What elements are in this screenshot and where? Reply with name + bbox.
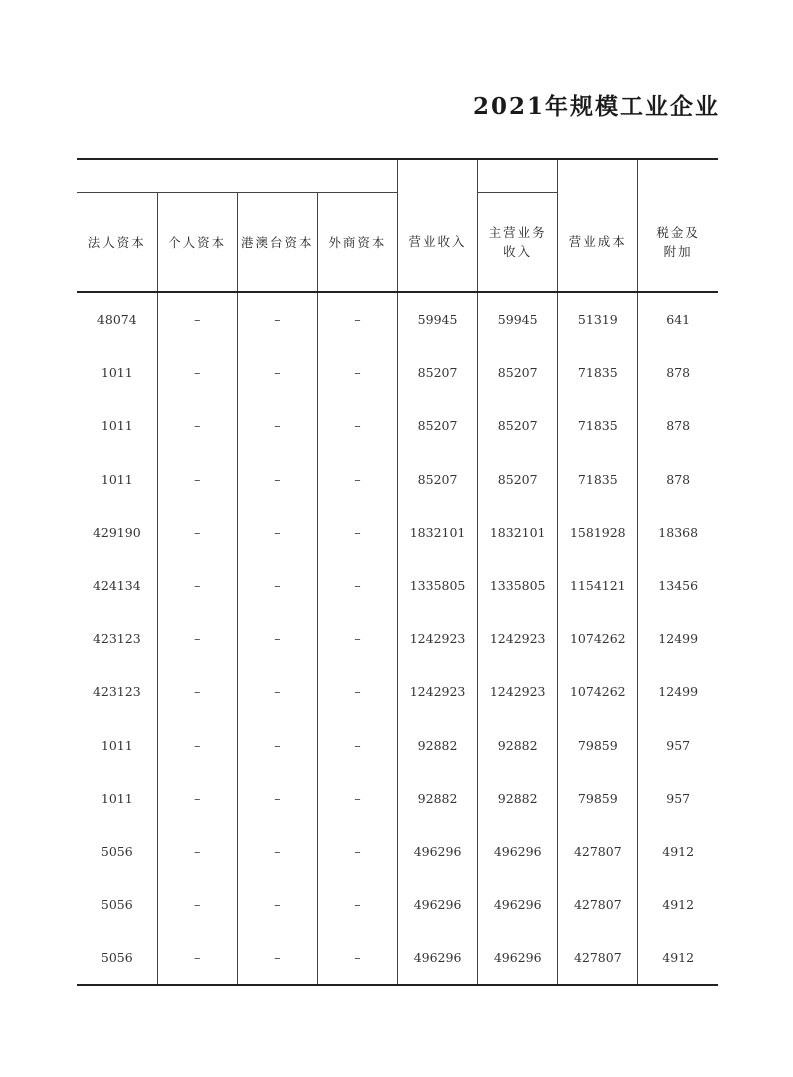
- table-cell: 427807: [558, 825, 638, 878]
- table-cell: 427807: [558, 878, 638, 931]
- table-cell: –: [157, 719, 237, 772]
- header-spacer-main-revenue: [478, 159, 558, 193]
- table-cell: –: [317, 292, 397, 346]
- table-cell: –: [237, 506, 317, 559]
- table-cell: –: [237, 665, 317, 718]
- table-cell: –: [157, 346, 237, 399]
- table-cell: –: [317, 453, 397, 506]
- table-cell: –: [317, 719, 397, 772]
- table-cell: 1242923: [398, 612, 478, 665]
- table-row: [77, 453, 718, 506]
- table-cell: –: [317, 346, 397, 399]
- table-cell: 496296: [478, 931, 558, 985]
- table-cell: 427807: [558, 931, 638, 985]
- table-cell: 1242923: [478, 665, 558, 718]
- table-cell: 496296: [398, 825, 478, 878]
- table-cell: –: [317, 931, 397, 985]
- table-row: [77, 346, 718, 399]
- table-cell: 641: [666, 312, 691, 328]
- table-cell: 429190: [77, 506, 157, 559]
- table-cell: 12499: [658, 631, 699, 647]
- column-header: [398, 193, 478, 293]
- table-cell: 1832101: [398, 506, 478, 559]
- table-cell: 85207: [478, 346, 558, 399]
- table-cell: –: [317, 665, 397, 718]
- table-cell: 1242923: [398, 665, 478, 718]
- column-header-label: 税金及: [656, 224, 700, 240]
- table-row: [77, 931, 718, 985]
- table-row: [77, 399, 718, 452]
- table-cell: 1011: [77, 453, 157, 506]
- table-cell: 92882: [398, 719, 478, 772]
- table-cell: 1011: [77, 772, 157, 825]
- table-cell: 423123: [77, 612, 157, 665]
- column-header: [77, 193, 157, 293]
- table-cell: 92882: [398, 772, 478, 825]
- table-row: [77, 772, 718, 825]
- table-cell: 71835: [558, 346, 638, 399]
- header-row: [77, 193, 718, 293]
- table-cell: 1011: [77, 719, 157, 772]
- table-cell: 1074262: [558, 665, 638, 718]
- table-cell: 1074262: [558, 612, 638, 665]
- table-cell: –: [237, 719, 317, 772]
- table-cell: 1154121: [558, 559, 638, 612]
- table-cell: 1011: [77, 346, 157, 399]
- table-cell: 79859: [558, 719, 638, 772]
- table-row: [77, 559, 718, 612]
- column-header: [237, 193, 317, 293]
- table-cell: 878: [666, 471, 691, 487]
- table-cell: 1242923: [478, 612, 558, 665]
- page-title: 2021年规模工业企业: [472, 93, 720, 120]
- table-cell: –: [157, 665, 237, 718]
- table-cell: 85207: [398, 453, 478, 506]
- table-cell: 1011: [77, 399, 157, 452]
- table-cell: 1832101: [478, 506, 558, 559]
- table-cell: 92882: [478, 772, 558, 825]
- table-cell: 5056: [77, 878, 157, 931]
- table-cell: –: [157, 399, 237, 452]
- header-top-row: [77, 159, 718, 193]
- header-spacer-cost: [558, 159, 638, 193]
- table-cell: –: [317, 772, 397, 825]
- table-row: [77, 292, 718, 346]
- table-row: [77, 719, 718, 772]
- table-cell: 496296: [478, 825, 558, 878]
- table-cell: –: [157, 559, 237, 612]
- table-cell: 423123: [77, 665, 157, 718]
- table-cell: –: [317, 612, 397, 665]
- table-cell: 79859: [558, 772, 638, 825]
- table-cell: 85207: [478, 453, 558, 506]
- table-cell: 48074: [77, 292, 157, 346]
- table-cell: 1335805: [398, 559, 478, 612]
- table-row: [77, 878, 718, 931]
- table-cell: –: [317, 878, 397, 931]
- table-cell: –: [157, 825, 237, 878]
- table-cell: 496296: [398, 931, 478, 985]
- table-cell: 85207: [398, 399, 478, 452]
- table-cell: 51319: [558, 292, 638, 346]
- table-cell: –: [237, 878, 317, 931]
- table-cell: 18368: [658, 524, 699, 540]
- table-cell: –: [157, 612, 237, 665]
- table-cell: –: [317, 825, 397, 878]
- table-cell: 957: [666, 790, 691, 806]
- table-cell: 71835: [558, 399, 638, 452]
- table-cell: 4912: [638, 931, 718, 985]
- table-cell: –: [157, 453, 237, 506]
- table-row: [77, 825, 718, 878]
- table-cell: 878: [666, 418, 691, 434]
- header-spacer-revenue: [398, 159, 478, 193]
- column-header: [558, 193, 638, 293]
- table-cell: 957: [666, 737, 691, 753]
- column-header: [157, 193, 237, 293]
- table-cell: –: [237, 931, 317, 985]
- column-header-label: 附加: [663, 243, 693, 259]
- table-cell: 878: [666, 365, 691, 381]
- table-cell: –: [157, 772, 237, 825]
- table-cell: –: [317, 399, 397, 452]
- header-group-capital: [77, 159, 398, 193]
- table-cell: 59945: [398, 292, 478, 346]
- table-cell: 59945: [478, 292, 558, 346]
- table-cell: –: [237, 825, 317, 878]
- table-cell: –: [317, 559, 397, 612]
- table-cell: 85207: [398, 346, 478, 399]
- data-table: [77, 158, 718, 986]
- table-row: [77, 612, 718, 665]
- table-body: [77, 292, 718, 985]
- column-header-label: 营业成本: [568, 234, 627, 250]
- table-cell: –: [237, 292, 317, 346]
- table-cell: 5056: [77, 931, 157, 985]
- column-header-label: 收入: [503, 244, 533, 259]
- table-cell: –: [237, 612, 317, 665]
- table-cell: 1335805: [478, 559, 558, 612]
- table-cell: –: [157, 292, 237, 346]
- table-cell: 71835: [558, 453, 638, 506]
- column-header: [638, 193, 718, 293]
- table-cell: –: [157, 878, 237, 931]
- table-cell: –: [157, 931, 237, 985]
- column-header-label: 营业收入: [408, 234, 467, 250]
- table-cell: 12499: [658, 684, 699, 700]
- column-header: [478, 193, 558, 293]
- column-header-label: 个人资本: [168, 234, 227, 250]
- table-cell: 1581928: [558, 506, 638, 559]
- table-cell: –: [237, 399, 317, 452]
- column-header-label: 法人资本: [87, 234, 146, 250]
- table-cell: 4912: [662, 897, 695, 913]
- table-cell: –: [237, 346, 317, 399]
- table-cell: 92882: [478, 719, 558, 772]
- table-row: [77, 506, 718, 559]
- table-cell: –: [237, 559, 317, 612]
- table-cell: 13456: [658, 578, 699, 594]
- header-spacer-tax: [638, 159, 718, 193]
- table-cell: –: [237, 453, 317, 506]
- table-cell: 424134: [77, 559, 157, 612]
- table-cell: –: [317, 506, 397, 559]
- table-cell: –: [237, 772, 317, 825]
- table-cell: 85207: [478, 399, 558, 452]
- table-cell: 4912: [662, 843, 695, 859]
- column-header: [317, 193, 397, 293]
- table-cell: 496296: [398, 878, 478, 931]
- column-header-label: 外商资本: [328, 234, 387, 250]
- column-header-label: 主营业务: [488, 225, 547, 240]
- table-cell: 496296: [478, 878, 558, 931]
- table-row: [77, 665, 718, 718]
- table-cell: –: [157, 506, 237, 559]
- table-cell: 5056: [77, 825, 157, 878]
- data-table-container: [77, 158, 718, 986]
- column-header-label: 港澳台资本: [241, 234, 314, 250]
